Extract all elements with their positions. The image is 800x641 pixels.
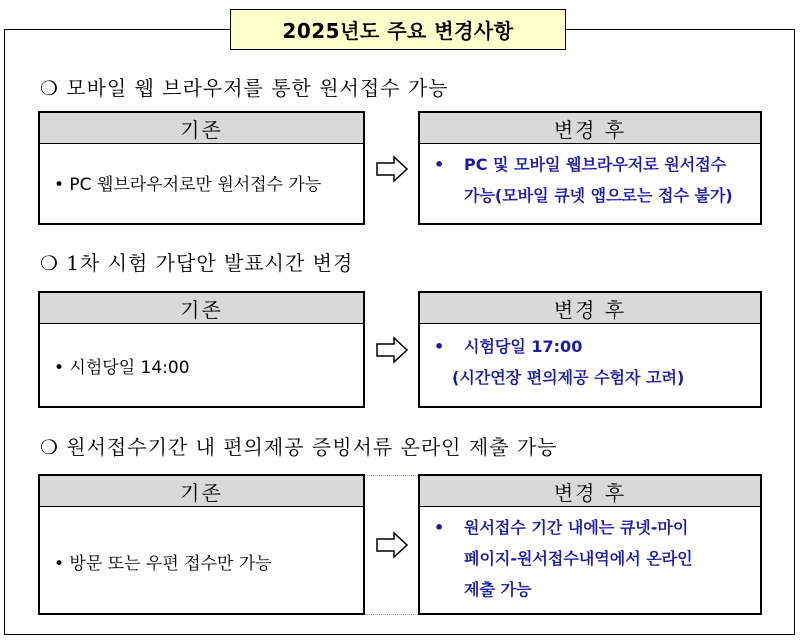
- bullet: •: [434, 518, 445, 537]
- bullet: •: [434, 337, 445, 356]
- after-line: (시간연장 편의제공 수험자 고려): [452, 368, 685, 387]
- after-box-header: 변경 후: [420, 293, 760, 324]
- after-line: 페이지-원서접수내역에서 온라인: [464, 549, 693, 568]
- bullet: •: [434, 155, 445, 174]
- after-line: 제출 가능: [464, 580, 532, 599]
- before-text: • PC 웹브라우저로만 원서접수 가능: [54, 175, 322, 195]
- after-line: 시험당일 17:00: [464, 337, 583, 356]
- page-title: 2025년도 주요 변경사항: [230, 9, 566, 50]
- before-box-header: 기존: [40, 293, 363, 324]
- before-text: • 시험당일 14:00: [54, 358, 190, 378]
- section-heading-answer-time: ❍ 1차 시험 가답안 발표시간 변경: [40, 251, 354, 275]
- right-arrow-icon: [376, 155, 408, 183]
- divider: [365, 475, 420, 476]
- before-text: • 방문 또는 우편 접수만 가능: [54, 554, 272, 574]
- before-box-header: 기존: [40, 113, 363, 144]
- after-box-header: 변경 후: [420, 476, 760, 507]
- section-heading-mobile-web: ❍ 모바일 웹 브라우저를 통한 원서접수 가능: [40, 76, 449, 100]
- before-box-2: [38, 291, 365, 408]
- after-text: [434, 149, 754, 211]
- after-box-header: 변경 후: [420, 113, 760, 144]
- after-line: 가능(모바일 큐넷 앱으로는 접수 불가): [464, 186, 733, 205]
- before-box-3: [38, 474, 365, 615]
- after-box-3: [418, 474, 762, 615]
- divider: [365, 614, 420, 615]
- after-box-2: [418, 291, 762, 408]
- before-box-1: [38, 111, 365, 225]
- after-text: [434, 331, 754, 393]
- before-box-header: 기존: [40, 476, 363, 507]
- after-text: [434, 512, 754, 605]
- right-arrow-icon: [376, 336, 408, 364]
- section-heading-online-submit: ❍ 원서접수기간 내 편의제공 증빙서류 온라인 제출 가능: [40, 435, 558, 459]
- after-line: PC 및 모바일 웹브라우저로 원서접수: [464, 155, 727, 174]
- after-line: 원서접수 기간 내에는 큐넷-마이: [464, 518, 689, 537]
- after-box-1: [418, 111, 762, 225]
- right-arrow-icon: [376, 531, 408, 559]
